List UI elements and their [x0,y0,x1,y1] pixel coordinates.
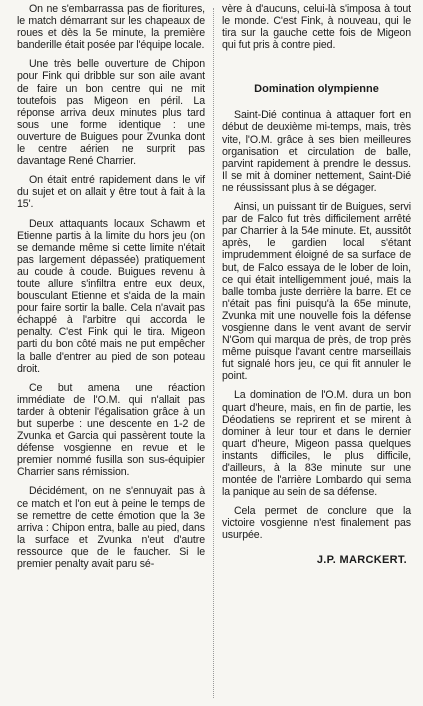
section-subheading: Domination olympienne [254,83,379,96]
article-paragraph: Décidément, on ne s'ennuyait pas à ce match et l'on eut à peine le temps de se remettre de cette émotion que la 3e arriva : Chipon entra, balle au pied, dans la surface et Zvunka n'eut d'autre ressource que de le faucher. Si le premier penalty avait paru sé- [17,485,205,571]
column-divider [213,8,214,698]
article-paragraph: Saint-Dié continua à attaquer fort en début de deuxième mi-temps, mais, très vite, l'O.M. grâce à ses bien meilleures organisation et circulation de balle, parvint rapidement à prendre le dessus. Il se mit à dominer nettement, Saint-Dié ne réussissant plus à se dégager. [222,109,411,194]
author-signature: J.P. MARCKERT. [316,553,407,566]
right-column [222,3,411,566]
article-paragraph: Ce but amena une réaction immédiate de l'O.M. qui n'allait pas tarder à obtenir l'égalisation grâce à un but superbe : une descente en 1-2 de Zvunka et Garcia qui passèrent toute la défense vosgienne en revue et le premier nommé fusilla son sus-équipier Charrier sans rémission. [17,381,205,479]
article-paragraph: Ainsi, un puissant tir de Buigues, servi par de Falco fut très difficilement arrêté par Charrier à la 54e minute. Et, aussitôt après, le gardien local s'étant imprudemment éloigné de sa surface de but, de Falco essaya de le lober de loin, ce qui était intelligemment joué, mais la balle tomba juste derrière la barre. Et ce n'était pas fini puisqu'à la 65e minute, Zvunka mit une nouvelle fois la défense vosgienne dans le vent avant de servir N'Gom qui marqua de près, de trop près même puisque l'avant centre marseillais fut signalé hors jeu, ce qui fit annuler le point. [222,201,411,383]
article-paragraph: La domination de l'O.M. dura un bon quart d'heure, mais, en fin de partie, les Déodatiens se reprirent et se mirent à dominer à leur tour et dans le dernier quart d'heure, Migeon passa quelques instants difficiles, le plus difficile, d'ailleurs, à la 83e minute sur une montée de l'arrière Lombardo qui sema la panique au sein de sa défense. [222,389,411,499]
article-paragraph: Deux attaquants locaux Schawm et Etienne partis à la limite du hors jeu (on se demande même si cette limite n'était pas largement dépassée) pratiquement au coude à coude. Buigues revenu à toute allure s'infiltra entre eux deux, bousculant Etienne et s'aida de la main pour faire sortir la balle. Cela n'avait pas échappé à l'arbitre qui accorda le penalty. C'est Fink qui le tira. Migeon parti du bon côté mais ne put empêcher la balle d'entrer au pied de son poteau droit. [17,217,205,375]
article-paragraph: On était entré rapidement dans le vif du sujet et on allait y être tout à fait à la 15'. [17,174,205,211]
article-paragraph: Une très belle ouverture de Chipon pour Fink qui dribble sur son aile avant de faire un bon centre qui ne mit toutefois pas Migeon en péril. La réponse arriva deux minutes plus tard sous une forme identique : une ouverture de Buigues pour Zvunka dont le centre aérien ne surprit pas davantage René Charrier. [17,58,205,168]
left-column [17,3,205,577]
article-paragraph: On ne s'embarrassa pas de fioritures, le match démarrant sur les chapeaux de roues et dès la 5e minute, la première banderille était posée par l'équipe locale. [17,3,205,52]
article-paragraph: Cela permet de conclure que la victoire vosgienne n'est finalement pas usurpée. [222,505,411,542]
article-paragraph: vère à d'aucuns, celui-là s'imposa à tout le monde. C'est Fink, à nouveau, qui le tira sur la gauche cette fois de Migeon qui fut pris à contre pied. [222,3,411,52]
